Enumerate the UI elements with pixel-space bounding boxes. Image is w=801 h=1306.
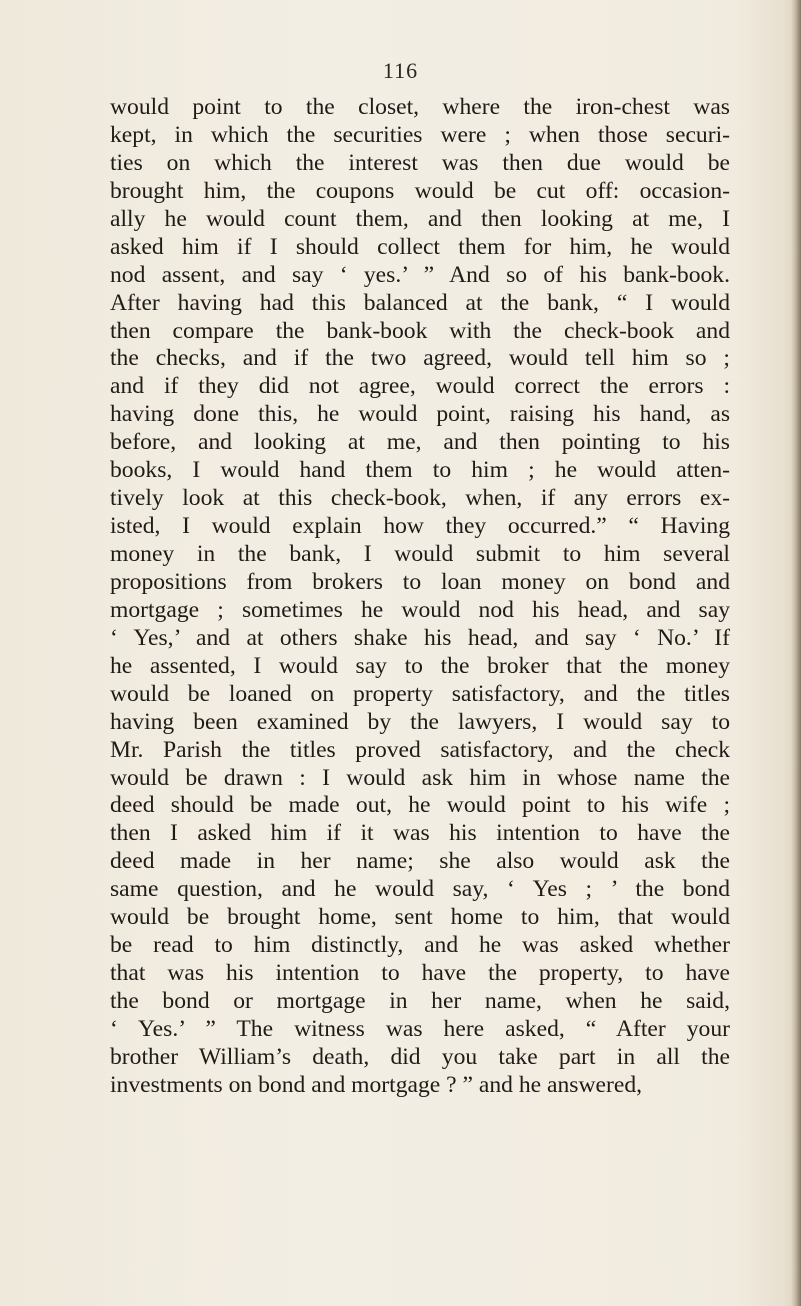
text-line: tively look at this check-book, when, if any errors ex- [110, 485, 730, 512]
page-number: 116 [382, 58, 419, 83]
text-line: same question, and he would say, ‘ Yes ; ’ the bond [110, 876, 730, 903]
text-line: brother William’s death, did you take part in all the [110, 1043, 730, 1070]
text-line: ties on which the interest was then due would be [110, 149, 730, 176]
text-line: ‘ Yes,’ and at others shake his head, and say ‘ No.’ If [110, 624, 730, 651]
text-line: would be brought home, sent home to him, that would [110, 904, 730, 931]
text-line: the bond or mortgage in her name, when he said, [110, 988, 730, 1014]
text-line: ‘ Yes.’ ” The witness was here asked, “ After your [110, 1015, 730, 1042]
text-line: be read to him distinctly, and he was asked whether [110, 932, 730, 959]
text-line: After having had this balanced at the bank, “ I would [110, 289, 730, 316]
text-line: would be drawn : I would ask him in whose name the [110, 764, 730, 791]
text-line: having been examined by the lawyers, I would say to [110, 708, 730, 735]
page-edge-shadow [791, 0, 801, 1306]
text-line: ally he would count them, and then looking at me, I [110, 205, 730, 232]
text-line: he assented, I would say to the broker that the money [110, 652, 730, 679]
text-line: deed should be made out, he would point to his wife ; [110, 792, 730, 819]
text-line: mortgage ; sometimes he would nod his head, and say [110, 596, 730, 623]
text-line: isted, I would explain how they occurred.” “ Having [110, 513, 730, 540]
text-line: then compare the bank-book with the check-book and [110, 317, 730, 344]
text-line: then I asked him if it was his intention to have the [110, 820, 730, 847]
text-line: would point to the closet, where the iron-chest was [110, 94, 730, 120]
text-line: that was his intention to have the property, to have [110, 960, 730, 987]
text-line: deed made in her name; she also would ask the [110, 848, 730, 875]
text-line: propositions from brokers to loan money on bond and [110, 568, 730, 595]
text-line: investments on bond and mortgage ? ” and he answered, [110, 1071, 643, 1098]
text-line: before, and looking at me, and then pointing to his [110, 429, 730, 456]
text-line: brought him, the coupons would be cut off: occasion- [110, 177, 730, 204]
text-line: Mr. Parish the titles proved satisfactory, and the check [110, 736, 730, 763]
text-line: and if they did not agree, would correct the errors : [110, 373, 730, 400]
text-line: would be loaned on property satisfactory, and the titles [110, 680, 730, 707]
text-line: asked him if I should collect them for him, he would [110, 233, 730, 260]
text-line: kept, in which the securities were ; when those securi- [110, 121, 730, 148]
text-line: books, I would hand them to him ; he would atten- [110, 457, 730, 484]
body-text [110, 94, 730, 1100]
text-line: having done this, he would point, raising his hand, as [110, 401, 730, 428]
text-line: the checks, and if the two agreed, would tell him so ; [110, 345, 730, 372]
text-line: money in the bank, I would submit to him several [110, 541, 730, 567]
text-line: nod assent, and say ‘ yes.’ ” And so of his bank-book. [110, 261, 730, 288]
